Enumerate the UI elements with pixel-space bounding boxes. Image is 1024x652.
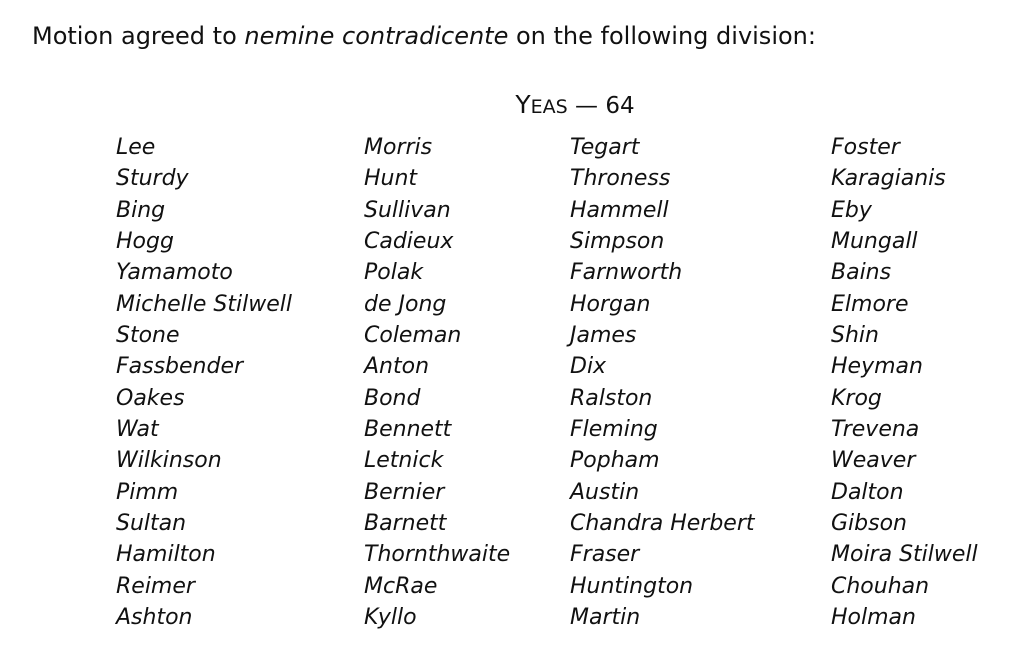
member-name: de Jong <box>364 291 447 317</box>
member-name: Kyllo <box>364 605 417 631</box>
member-name: Michelle Stilwell <box>116 291 292 317</box>
member-column-3 <box>570 132 755 634</box>
member-name: Barnett <box>364 511 447 537</box>
member-name: Morris <box>364 135 433 160</box>
member-name: Throness <box>570 166 671 192</box>
member-name: Wat <box>116 417 159 443</box>
member-name: Sturdy <box>116 166 189 192</box>
member-name: Letnick <box>364 448 444 474</box>
member-column-2 <box>364 132 510 634</box>
member-name: Martin <box>570 605 641 631</box>
member-name: Oakes <box>116 385 185 411</box>
yeas-first-letter: Y <box>515 90 531 119</box>
member-name: Hunt <box>364 166 418 192</box>
member-column-1 <box>116 132 292 634</box>
member-name: Sultan <box>116 511 187 537</box>
member-name: Bains <box>831 260 892 286</box>
motion-text-after: on the following division: <box>508 22 816 50</box>
yeas-rest-letters: EAS <box>530 96 568 118</box>
member-name: Yamamoto <box>116 260 233 286</box>
member-name: Huntington <box>570 573 694 599</box>
member-name: Karagianis <box>831 166 946 192</box>
member-name: Fleming <box>570 417 658 443</box>
member-name: Pimm <box>116 479 179 505</box>
motion-latin-phrase: nemine contradicente <box>244 22 509 50</box>
member-name: Bennett <box>364 417 452 443</box>
member-name: Trevena <box>831 417 920 443</box>
member-name: Foster <box>831 135 900 160</box>
member-name: Wilkinson <box>116 448 222 474</box>
member-name: Thornthwaite <box>364 542 511 568</box>
member-name: Bond <box>364 385 421 411</box>
member-name: Gibson <box>831 511 907 537</box>
member-name: Fraser <box>570 542 640 568</box>
member-name: Chouhan <box>831 573 930 599</box>
member-name: Simpson <box>570 229 665 255</box>
member-name: Moira Stilwell <box>831 542 978 568</box>
member-name: Sullivan <box>364 197 451 223</box>
member-name: Mungall <box>831 229 918 255</box>
member-name: Polak <box>364 260 424 286</box>
member-name: Popham <box>570 448 660 474</box>
member-name: Hamilton <box>116 542 216 568</box>
member-name: Dix <box>570 354 607 380</box>
member-name: Coleman <box>364 323 462 349</box>
member-name: Weaver <box>831 448 916 474</box>
member-name: McRae <box>364 573 438 599</box>
member-name: Bernier <box>364 479 445 505</box>
member-name: Farnworth <box>570 260 683 286</box>
member-name: Chandra Herbert <box>570 511 755 537</box>
member-name: Tegart <box>570 135 640 160</box>
member-name: Hammell <box>570 197 669 223</box>
member-name: Hogg <box>116 229 174 255</box>
member-name: Horgan <box>570 291 651 317</box>
member-name: Stone <box>116 323 180 349</box>
member-name: Ashton <box>116 605 193 631</box>
member-name: Shin <box>831 323 879 349</box>
member-name: Elmore <box>831 291 909 317</box>
member-name: Bing <box>116 197 166 223</box>
member-name: Heyman <box>831 354 923 380</box>
member-name: Eby <box>831 197 872 223</box>
member-name: Reimer <box>116 573 195 599</box>
motion-statement <box>32 18 816 54</box>
motion-text-before: Motion agreed to <box>32 22 245 50</box>
member-name: Krog <box>831 385 882 411</box>
member-name: James <box>570 323 637 349</box>
member-name: Fassbender <box>116 354 244 380</box>
member-name: Austin <box>570 479 640 505</box>
member-name: Ralston <box>570 385 653 411</box>
member-name: Cadieux <box>364 229 454 255</box>
member-name: Anton <box>364 354 430 380</box>
yeas-heading <box>0 87 1024 125</box>
yeas-separator: — <box>567 93 606 119</box>
member-name: Dalton <box>831 479 904 505</box>
member-column-4 <box>831 132 978 634</box>
yeas-count: 64 <box>605 93 635 119</box>
member-name: Lee <box>116 135 156 160</box>
member-name: Holman <box>831 605 916 631</box>
